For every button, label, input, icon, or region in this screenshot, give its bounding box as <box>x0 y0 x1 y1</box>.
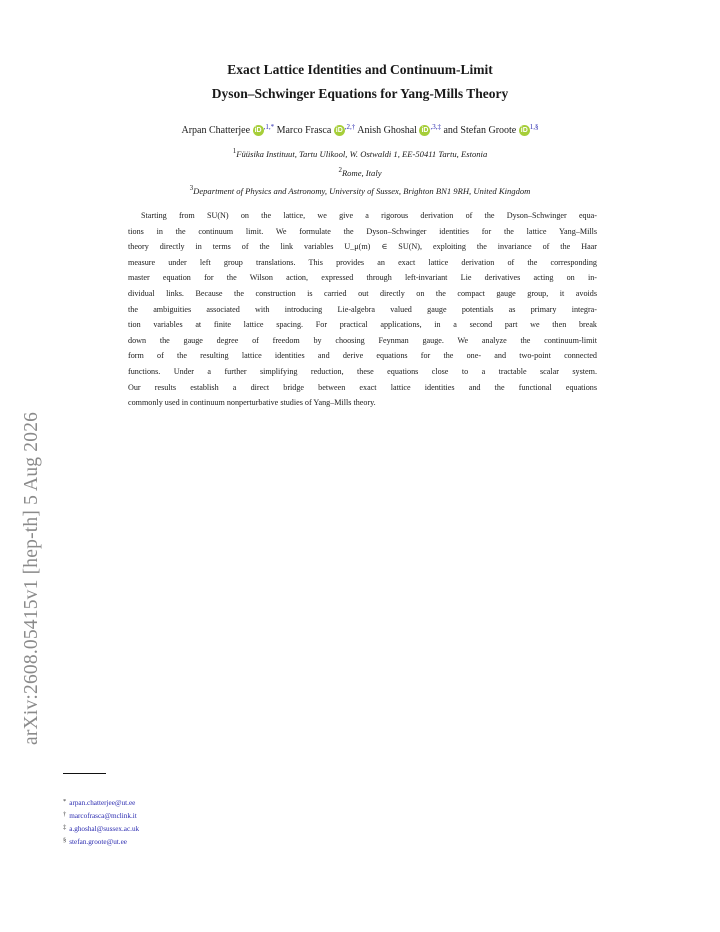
orcid-icon[interactable]: iD <box>520 127 528 134</box>
orcid-icon[interactable]: iD <box>335 127 343 134</box>
author-affiliation-ref[interactable]: ,1, <box>263 123 271 131</box>
footnote-mark: § <box>63 837 67 844</box>
author-name: Marco Frasca <box>276 125 332 136</box>
author-affiliation-ref[interactable]: ,2, <box>344 123 352 131</box>
footnote-email-link[interactable]: stefan.groote@ut.ee <box>69 838 127 846</box>
affiliation-text: Füüsika Instituut, Tartu Ulikool, W. Ostwaldi 1, EE-50411 Tartu, Estonia <box>236 149 488 159</box>
footnote-mark: † <box>63 811 67 818</box>
affiliation-number: 1 <box>232 147 237 155</box>
author-conjunction: and <box>443 125 458 136</box>
orcid-icon[interactable]: iD <box>254 127 262 134</box>
abstract-line: measure under left group translations. This provides an exact lattice derivation of the corresponding <box>128 257 597 267</box>
affiliation-2 <box>0 164 720 180</box>
abstract-line: dividual links. Because the construction is carried out directly on the compact gauge group, it avoids <box>128 288 597 298</box>
abstract-line: the ambiguities associated with introducing Lie-algebra valued gauge potentials as primary integra- <box>128 304 597 314</box>
affiliation-3 <box>0 182 720 198</box>
footnote-rule <box>63 773 106 774</box>
abstract-line: down the gauge degree of freedom by choosing Feynman gauge. We analyze the continuum-limit <box>128 335 597 345</box>
affiliation-text: Rome, Italy <box>341 168 382 178</box>
author-name: Arpan Chatterjee <box>181 125 251 136</box>
author-affiliation-ref[interactable]: ,3, <box>430 123 438 131</box>
paper-title-line-2: Dyson–Schwinger Equations for Yang-Mills Theory <box>211 86 509 101</box>
author-footnote-ref[interactable]: * <box>270 123 275 131</box>
footnotes <box>63 796 139 848</box>
abstract <box>128 208 597 411</box>
affiliation-text: Department of Physics and Astronomy, University of Sussex, Brighton BN1 9RH, United Kingdom <box>193 186 531 196</box>
abstract-line: commonly used in continuum nonperturbative studies of Yang–Mills theory. <box>128 398 376 408</box>
abstract-line: tion variables at finite lattice spacing. For practical applications, in a second part we then break <box>128 320 597 330</box>
author-name: Anish Ghoshal <box>357 125 417 136</box>
abstract-line: master equation for the Wilson action, expressed through left-invariant Lie derivatives acting on in- <box>128 273 597 283</box>
footnote-email-link[interactable]: marcofrasca@mclink.it <box>69 812 137 820</box>
footnote-mark: * <box>63 798 67 805</box>
affiliation-1 <box>0 145 720 161</box>
author-list <box>0 119 720 139</box>
footnote-email-link[interactable]: a.ghoshal@sussex.ac.uk <box>69 825 140 833</box>
footnote <box>63 835 139 848</box>
footnote-email-link[interactable]: arpan.chatterjee@ut.ee <box>69 799 136 807</box>
author-name: Stefan Groote <box>460 125 517 136</box>
affiliation-number: 3 <box>189 184 194 192</box>
author-footnote-ref[interactable]: ‡ <box>437 123 441 131</box>
arxiv-stamp[interactable]: arXiv:2608.05415v1 [hep-th] 5 Aug 2026 <box>21 411 42 745</box>
abstract-line: theory directly in terms of the link variables U_μ(m) ∈ SU(N), exploiting the invariance of the Haar <box>128 242 597 252</box>
orcid-icon[interactable]: iD <box>421 127 429 134</box>
abstract-line: functions. Under a further simplifying reduction, these equations close to a tractable scalar system. <box>128 366 597 376</box>
footnote <box>63 822 139 835</box>
author-affiliation-ref[interactable]: 1, <box>529 123 535 131</box>
abstract-line: tions in the continuum limit. We formulate the Dyson–Schwinger identities for the lattice Yang–Mills <box>128 226 597 236</box>
abstract-line: Our results establish a direct bridge between exact lattice identities and the functional equations <box>128 382 597 392</box>
footnote <box>63 796 139 809</box>
footnote-mark: ‡ <box>63 824 67 831</box>
author-footnote-ref[interactable]: † <box>351 123 356 131</box>
paper-title-line-1: Exact Lattice Identities and Continuum-Limit <box>227 62 493 77</box>
affiliation-number: 2 <box>338 166 342 174</box>
abstract-line: Starting from SU(N) on the lattice, we give a rigorous derivation of the Dyson–Schwinger equa- <box>141 211 597 220</box>
author-footnote-ref[interactable]: § <box>535 123 539 131</box>
footnote <box>63 809 139 822</box>
abstract-line: form of the resulting lattice identities and derive equations for the one- and two-point connected <box>128 351 597 361</box>
